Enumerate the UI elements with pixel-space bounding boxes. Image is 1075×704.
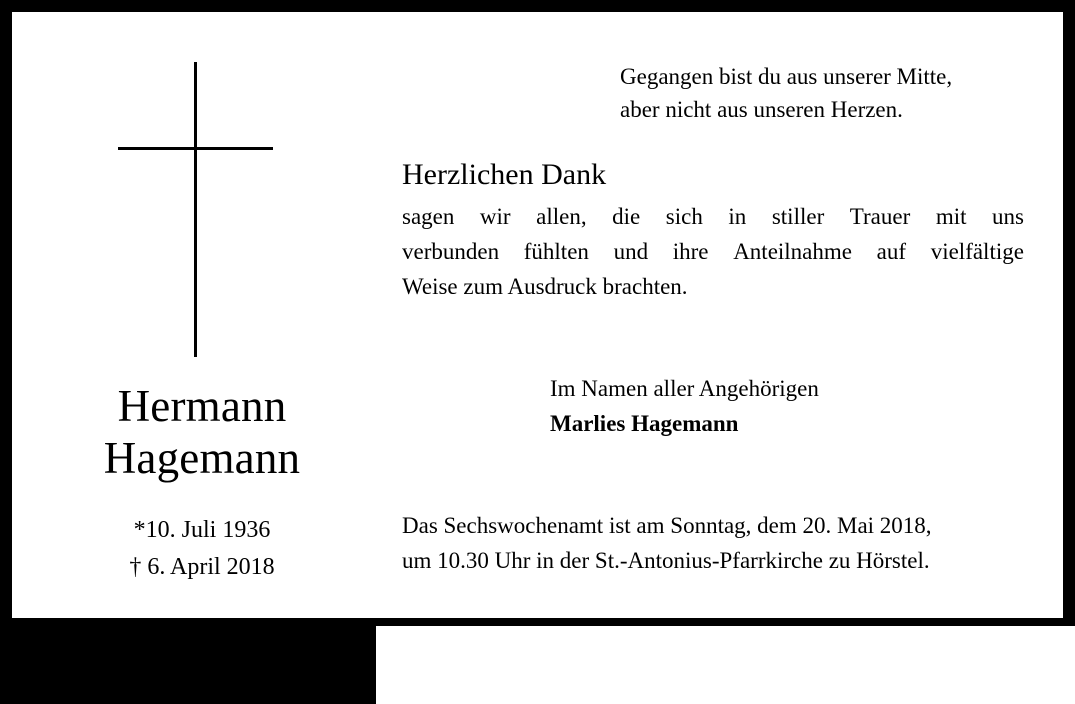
memorial-service-info <box>402 509 1032 579</box>
deceased-dates <box>12 512 392 586</box>
family-intro: Im Namen aller Angehörigen <box>550 376 819 401</box>
memorial-verse <box>620 60 1022 127</box>
family-name: Marlies Hagemann <box>550 410 739 436</box>
deceased-last-name: Hagemann <box>103 433 301 484</box>
christian-cross-icon <box>12 12 392 362</box>
thanks-line-2: verbunden fühlten und ihre Anteilnahme auf vielfältige <box>402 238 1024 264</box>
deceased-first-name: Hermann <box>117 381 287 431</box>
verse-line-2: aber nicht aus unseren Herzen. <box>620 97 903 123</box>
service-line-2: um 10.30 Uhr in der St.-Antonius-Pfarrkirche zu Hörstel. <box>402 547 930 573</box>
cross-horizontal-bar <box>118 147 273 150</box>
thanks-body <box>402 200 1024 305</box>
obituary-card <box>12 12 1063 618</box>
death-date: † 6. April 2018 <box>129 554 275 581</box>
service-line-1: Das Sechswochenamt ist am Sonntag, dem 20. Mai 2018, <box>402 513 932 538</box>
left-column <box>12 12 392 618</box>
family-signature <box>550 372 1022 441</box>
thanks-line-3: Weise zum Ausdruck brachten. <box>402 273 688 299</box>
verse-line-1: Gegangen bist du aus unserer Mitte, <box>620 64 953 89</box>
bottom-white-area <box>376 626 1075 704</box>
thanks-line-1: sagen wir allen, die sich in stiller Trauer mit uns <box>402 204 1024 229</box>
birth-date: *10. Juli 1936 <box>133 517 271 543</box>
deceased-name <box>12 380 392 484</box>
right-column <box>390 12 1022 618</box>
thanks-heading: Herzlichen Dank <box>402 158 607 191</box>
cross-vertical-bar <box>194 62 197 357</box>
